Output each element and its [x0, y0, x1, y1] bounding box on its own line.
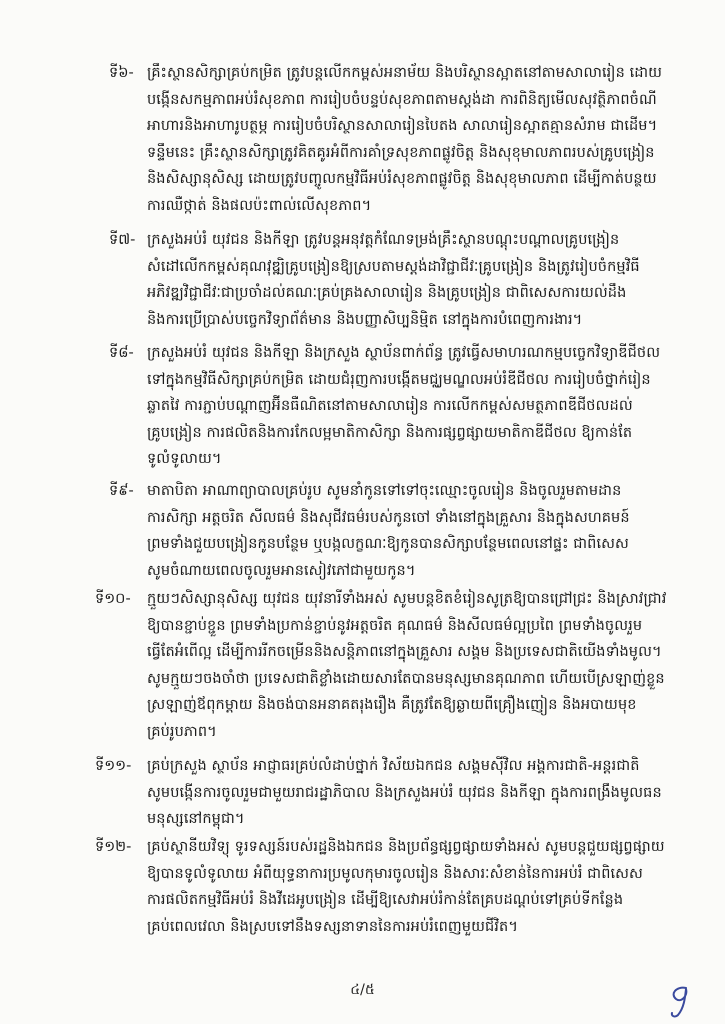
item-text-line: ការសិក្សា អត្តចរិត សីលធម៌ និងសុជីវធម៌របស់កូនចៅ ទាំងនៅក្នុងគ្រួសារ និងក្នុងសហគមន៍ [147, 509, 630, 526]
item-number: ទី៦- [109, 65, 134, 81]
list-item [95, 586, 689, 745]
item-text-line: គ្រូបង្រៀន ការផលិតនិងការកែលម្អមាតិកាសិក្សា និងការផ្សព្វផ្សាយមាតិកាឌីជីថល ឱ្យកាន់តែ [147, 424, 633, 441]
list-item [109, 60, 689, 219]
list-item [109, 340, 689, 473]
item-number: ទី១០- [95, 591, 131, 607]
item-text-line: ទូលំទូលាយ។ [147, 451, 222, 467]
item-text-line: ក្រសួងអប់រំ យុវជន និងកីឡា និងក្រសួង ស្ថាប័នពាក់ព័ន្ធ ត្រូវធ្វើសមាហរណកម្មបច្ចេកវិទ្យាឌីជីថល [147, 345, 661, 361]
item-text-line: ស្រឡាញ់ឪពុកម្តាយ និងចង់បានអនាគតរុងរឿង គឺត្រូវតែឱ្យឆ្ងាយពីគ្រឿងញៀន និងអបាយមុខ [147, 697, 637, 713]
item-text-line: មាតាបិតា អាណាព្យាបាលគ្រប់រូប សូមនាំកូនទៅទៅចុះឈ្មោះចូលរៀន និងចូលរួមតាមដាន [147, 483, 622, 499]
page-number: ៤/៥ [350, 982, 375, 998]
item-text-line: ការផលិតកម្មវិធីអប់រំ និងវីដេអូបង្រៀន ដើម្បីឱ្យសេវាអប់រំកាន់តែគ្របដណ្តប់ទៅគ្រប់ទីកន្លែង [147, 892, 624, 908]
item-text-line: ព្រមទាំងជួយបង្រៀនកូនបន្ថែម ឬបង្កលក្ខណៈឱ្យកូនបានសិក្សាបន្ថែមពេលនៅផ្ទះ ជាពិសេស [147, 536, 629, 552]
item-number: ទី១២- [95, 839, 132, 855]
item-number: ទី១១- [95, 758, 132, 774]
item-text-line: ឱ្យបានខ្ជាប់ខ្ជួន ព្រមទាំងប្រកាន់ខ្ជាប់នូវអត្តចរិត គុណធម៌ និងសីលធម៌ល្អប្រពៃ ព្រមទាំងចូលរួម [147, 617, 643, 634]
list-item [95, 834, 689, 940]
item-text-line: បង្កើនសកម្មភាពអប់រំសុខភាព ការរៀបចំបន្ទប់សុខភាពតាមស្តង់ដា ការពិនិត្យមើលសុវត្ថិភាពចំណី [147, 91, 657, 108]
item-text-line: ធ្វើតែអំពើល្អ ដើម្បីការរីកចម្រើននិងសន្តិភាពនៅក្នុងគ្រួសារ សង្គម និងប្រទេសជាតិយើងទាំងមូល។ [147, 644, 662, 660]
item-text-line: ឱ្យបានទូលំទូលាយ អំពីយុទ្ធនាការប្រមូលកុមារចូលរៀន និងសារៈសំខាន់នៃការអប់រំ ជាពិសេស [147, 865, 643, 882]
item-text-line: គ្រប់រូបភាព។ [147, 723, 217, 740]
item-text-line: ការឈឺថ្កាត់ និងផលប៉ះពាល់លើសុខភាព។ [147, 197, 372, 214]
item-text-line: អាហារនិងអាហារូបត្ថម្ភ ការរៀបចំបរិស្ថានសាលារៀនបៃតង សាលារៀនស្អាតគ្មានសំរាម ជាដើម។ [147, 118, 658, 134]
item-text-line: និងការប្រើប្រាស់បច្ចេកវិទ្យាព័ត៌មាន និងបញ្ញាសិប្បនិម្មិត នៅក្នុងការបំពេញការងារ។ [147, 311, 583, 328]
item-text-line: មនុស្សនៅកម្ពុជា។ [147, 811, 245, 827]
item-text-line: សំដៅលើកកម្ពស់គុណវុឌ្ឍិគ្រូបង្រៀនឱ្យស្របតាមស្តង់ដាវិជ្ជាជីវៈគ្រូបង្រៀន និងត្រូវរៀបចំកម្មវិធី [147, 258, 640, 275]
list-item [109, 478, 689, 584]
item-number: ទី៩- [109, 483, 134, 499]
item-text-line: ទន្ទឹមនេះ គ្រឹះស្ថានសិក្សាត្រូវគិតគូរអំពីការគាំទ្រសុខភាពផ្លូវចិត្ត និងសុខុមាលភាពរបស់គ្រូបង្រៀន [147, 144, 655, 161]
item-text-line: ទៅក្នុងកម្មវិធីសិក្សាគ្រប់កម្រិត ដោយជំរុញការបង្កើតមជ្ឈមណ្ឌលអប់រំឌីជីថល ការរៀបចំថ្នាក់រៀន [147, 371, 651, 388]
item-text-line: គ្រប់ក្រសួង ស្ថាប័ន អាជ្ញាធរគ្រប់លំដាប់ថ្នាក់ វិស័យឯកជន សង្គមស៊ីវិល អង្គការជាតិ-អន្តរជាតិ [147, 758, 640, 774]
item-text-line: អភិវឌ្ឍវិជ្ជាជីវៈជាប្រចាំដល់គណៈគ្រប់គ្រងសាលារៀន និងគ្រូបង្រៀន ជាពិសេសការយល់ដឹង [147, 285, 627, 301]
item-text-line: សូមចំណាយពេលចូលរួមអានសៀវភៅជាមួយកូន។ [147, 562, 416, 579]
item-number: ទី៨- [109, 345, 134, 361]
item-text-line: ឆ្លាតវៃ ការភ្ជាប់បណ្តាញអ៊ីនធឺណិតនៅតាមសាលារៀន ការលើកកម្ពស់សមត្ថភាពឌីជីថលដល់ [147, 398, 633, 414]
item-text-line: ក្មួយៗសិស្សានុសិស្ស យុវជន យុវនារីទាំងអស់ សូមបន្តខិតខំរៀនសូត្រឱ្យបានជ្រៅជ្រះ និងស្រាវជ្រាវ [147, 591, 667, 607]
item-text-line: សូមបង្កើនការចូលរួមជាមួយរាជរដ្ឋាភិបាល និងក្រសួងអប់រំ យុវជន និងកីឡា ក្នុងការពង្រឹងមូលធន [147, 784, 662, 801]
item-text-line: និងសិស្សានុសិស្ស ដោយត្រូវបញ្ចូលកម្មវិធីអប់រំសុខភាពផ្លូវចិត្ត និងសុខុមាលភាព ដើម្បីកាត់បន្ថយ [147, 171, 657, 187]
item-text-line: ក្រសួងអប់រំ យុវជន និងកីឡា ត្រូវបន្តអនុវត្តកំណែទម្រង់គ្រឹះស្ថានបណ្តុះបណ្តាលគ្រូបង្រៀន [147, 232, 620, 248]
item-number: ទី៧- [109, 232, 136, 248]
item-text-line: គ្រប់ស្ថានីយវិទ្យុ ទូរទស្សន៍របស់រដ្ឋនិងឯកជន និងប្រព័ន្ធផ្សព្វផ្សាយទាំងអស់ សូមបន្តជួយផ្សព្វផ្សាយ [147, 839, 665, 855]
handwritten-mark [664, 982, 698, 1020]
item-text-line: គ្រឹះស្ថានសិក្សាគ្រប់កម្រិត ត្រូវបន្តលើកកម្ពស់អនាម័យ និងបរិស្ថានស្អាតនៅតាមសាលារៀន ដោយ [147, 65, 663, 81]
list-item [95, 753, 689, 833]
item-text-line: សូមក្មួយៗចងចាំថា ប្រទេសជាតិខ្លាំងដោយសារតែបានមនុស្សមានគុណភាព ហើយបើស្រឡាញ់ខ្លួន [147, 670, 665, 687]
item-text-line: គ្រប់ពេលវេលា និងស្របទៅនឹងទស្សនាទាននៃការអប់រំពេញមួយជីវិត។ [147, 918, 518, 935]
list-item [109, 227, 689, 333]
